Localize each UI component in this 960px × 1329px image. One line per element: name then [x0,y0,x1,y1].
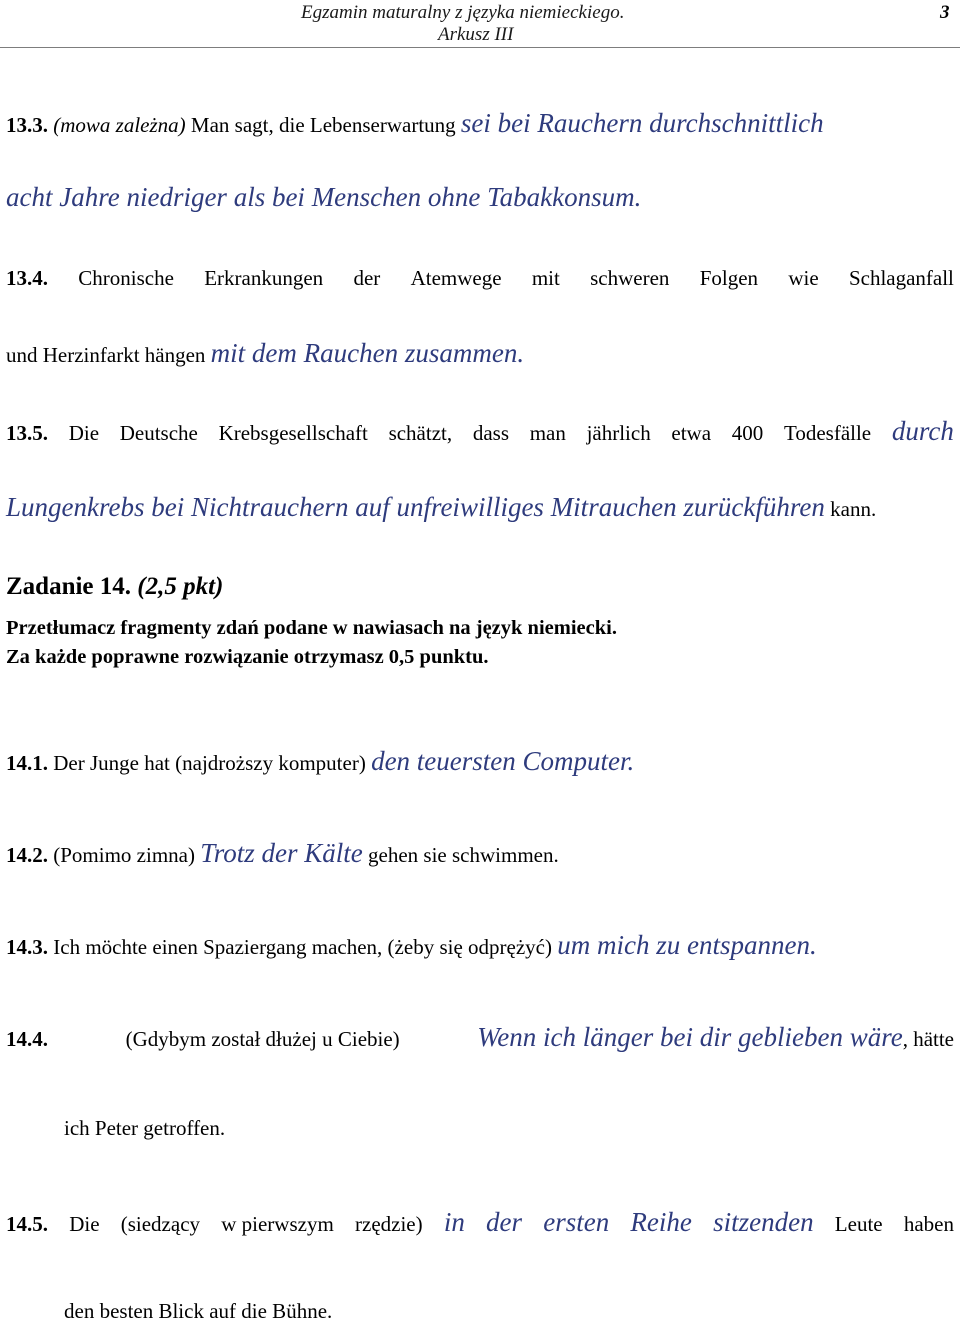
item-suffix: kann. [830,497,877,521]
word: dass [472,421,509,445]
word: Die [69,1212,100,1236]
item-13-5-line1 [6,416,954,447]
word: Leute [834,1212,883,1236]
word: der [353,266,381,290]
item-number: 14.4. [6,1027,48,1051]
item-number: 13.4. [6,266,48,290]
word: w pierwszym [221,1212,334,1236]
item-text: (Gdybym został dłużej u Ciebie) [125,1027,400,1051]
word: mit [531,266,560,290]
page-number: 3 [940,2,950,23]
word: Atemwege [410,266,502,290]
answer-text: Lungenkrebs bei Nichtrauchern auf unfreiwilliges Mitrauchen zurückführen [6,492,825,522]
item-number: 13.5. [6,421,48,445]
item-14-1 [6,746,634,777]
word: schweren [590,266,670,290]
word: Todesfälle [783,421,872,445]
item-text: (Pomimo zimna) [53,843,195,867]
header-title: Egzamin maturalny z języka niemieckiego. [301,2,625,23]
word: haben [903,1212,954,1236]
task-instruction-2: Za każde poprawne rozwiązanie otrzymasz 0,5 punktu. [6,646,489,668]
word: schätzt, [388,421,453,445]
item-14-4-line1 [6,1022,954,1053]
item-14-4-line2: ich Peter getroffen. [64,1116,226,1140]
answer-text: sei bei Rauchern durchschnittlich [460,108,824,138]
item-number: 14.2. [6,843,48,867]
task-title: Zadanie 14. [6,573,132,600]
word: 400 [731,421,764,445]
answer-word: sitzenden [713,1207,814,1237]
answer-word: Reihe [630,1207,692,1237]
word: wie [788,266,819,290]
item-number: 14.3. [6,935,48,959]
task-points: (2,5 pkt) [137,573,224,600]
item-text: Man sagt, die Lebenserwartung [190,113,456,137]
item-number: 14.5. [6,1212,48,1236]
word: Erkrankungen [204,266,324,290]
item-text: und Herzinfarkt hängen [6,343,206,367]
item-13-3-line1 [6,108,824,139]
item-13-5-line2 [6,492,876,523]
item-13-3-answer-line2: acht Jahre niedriger als bei Menschen ohne Tabakkonsum. [6,182,642,212]
task-heading [6,573,223,601]
word: rzędzie) [355,1212,423,1236]
answer-text: durch [891,416,954,446]
header-subtitle: Arkusz III [438,24,514,45]
item-prefix: (mowa zależna) [53,113,186,137]
word: Chronische [78,266,174,290]
word: Krebsgesellschaft [218,421,368,445]
answer-text: Trotz der Kälte [200,838,363,868]
item-14-3 [6,930,817,961]
word: (siedzący [120,1212,201,1236]
header-divider [0,47,960,48]
answer-text: den teuersten Computer. [371,746,635,776]
item-14-2 [6,838,559,869]
item-text: Der Junge hat (najdroższy komputer) [53,751,366,775]
task-instruction-1: Przetłumacz fragmenty zdań podane w nawiasach na język niemiecki. [6,617,617,639]
item-14-5-line2: den besten Blick auf die Bühne. [64,1299,333,1323]
item-13-4-line2 [6,338,524,369]
answer-word: in [443,1207,465,1237]
answer-text: mit dem Rauchen zusammen. [210,338,525,368]
item-14-5-line1 [6,1207,954,1238]
item-text: Ich möchte einen Spaziergang machen, (żeby się odprężyć) [53,935,552,959]
word: Folgen [699,266,759,290]
word: Deutsche [119,421,198,445]
word: man [529,421,566,445]
item-number: 14.1. [6,751,48,775]
item-number: 13.3. [6,113,48,137]
word: jährlich [586,421,651,445]
answer-text: Wenn ich länger bei dir geblieben wäre [477,1022,903,1052]
word: Schlaganfall [848,266,954,290]
word: etwa [671,421,712,445]
answer-text: um mich zu entspannen. [557,930,817,960]
word: Die [68,421,100,445]
item-suffix: gehen sie schwimmen. [368,843,559,867]
item-13-4-line1 [6,266,954,291]
item-suffix: , hätte [902,1027,954,1051]
answer-word: der [486,1207,523,1237]
answer-word: ersten [543,1207,610,1237]
